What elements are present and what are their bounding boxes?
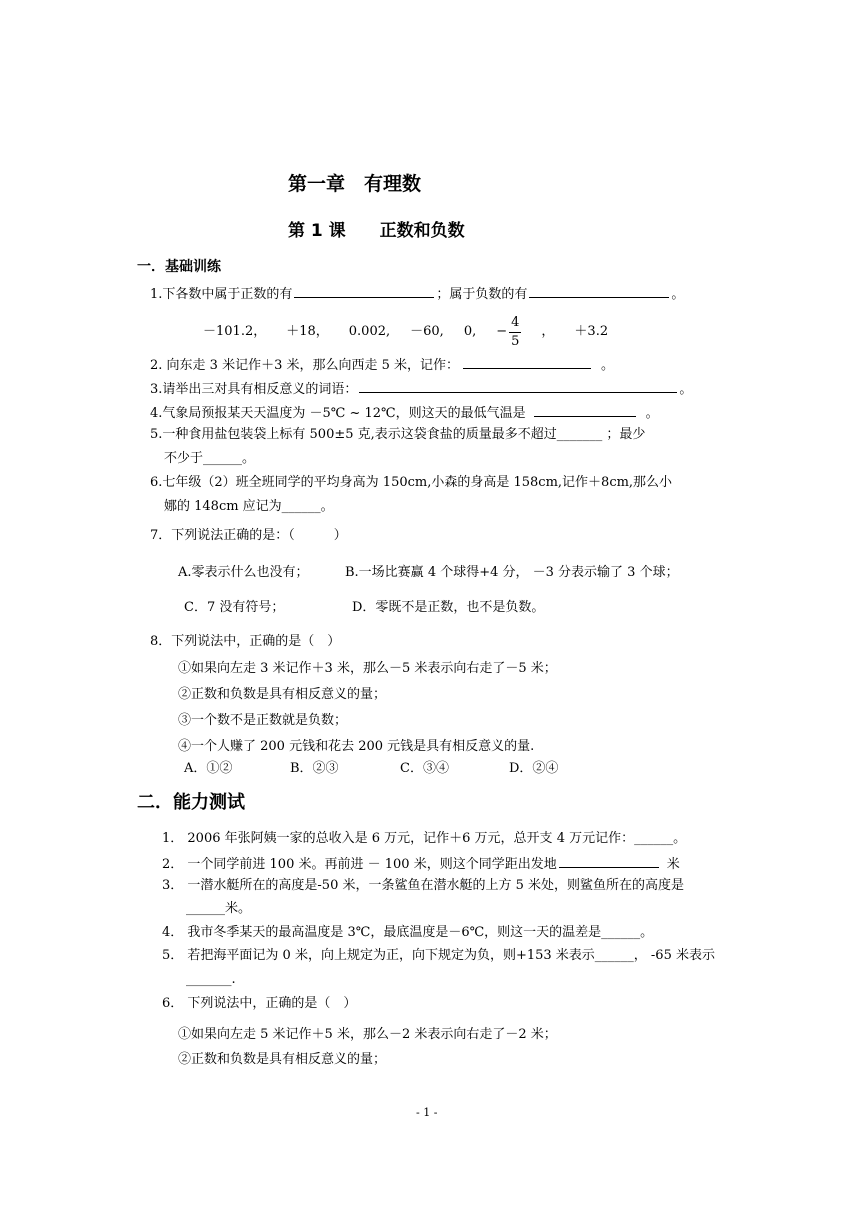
section1-heading: 一．基础训练 bbox=[137, 259, 221, 275]
aq2-blank[interactable] bbox=[559, 853, 659, 868]
aq2-text: 2． 一个同学前进 100 米。再前进 － 100 米，则这个同学距出发地 bbox=[162, 857, 557, 872]
question-7-stem: 7．下列说法正确的是：（ ） bbox=[150, 528, 347, 543]
q2-text: 2. 向东走 3 米记作＋3 米，那么向西走 5 米，记作： bbox=[150, 358, 460, 373]
question-5-line1: 5.一种食用盐包装袋上标有 500±5 克,表示这袋食盐的质量最多不超过_______ ；最少 bbox=[150, 427, 646, 442]
q1-number: ＋18， bbox=[286, 324, 329, 339]
q1-number: －101.2， bbox=[203, 324, 267, 339]
q8-statement-2: ②正数和负数是具有相反意义的量； bbox=[178, 687, 387, 702]
q1-blank-positive[interactable] bbox=[294, 283, 434, 298]
q4-blank[interactable] bbox=[534, 402, 636, 417]
q7-option-d: D．零既不是正数，也不是负数。 bbox=[352, 600, 545, 615]
question-4 bbox=[150, 402, 659, 423]
fraction-numerator: 4 bbox=[509, 314, 521, 333]
q8-choice-d: D．②④ bbox=[509, 761, 559, 776]
aq6-statement-1: ①如果向左走 5 米记作＋5 米，那么－2 米表示向右走了－2 米； bbox=[178, 1027, 557, 1042]
aq2-suffix: 米 bbox=[666, 857, 680, 872]
q1-fraction bbox=[509, 314, 541, 351]
question-3 bbox=[150, 378, 692, 399]
page-number: - 1 - bbox=[416, 1106, 438, 1119]
q7-option-c: C．7 没有符号； bbox=[184, 600, 285, 615]
q2-blank[interactable] bbox=[463, 354, 591, 369]
q3-blank[interactable] bbox=[359, 378, 677, 393]
q8-statement-1: ①如果向左走 3 米记作＋3 米，那么－5 米表示向右走了－5 米； bbox=[178, 661, 557, 676]
q1-prefix: 1.下各数中属于正数的有 bbox=[150, 287, 293, 302]
question-5-line2: 不少于______。 bbox=[164, 451, 256, 466]
q7-option-b: B.一场比赛赢 4 个球得+4 分， －3 分表示输了 3 个球； bbox=[345, 565, 679, 580]
question-2 bbox=[150, 354, 614, 375]
q8-choice-b: B．②③ bbox=[290, 761, 339, 776]
q8-choice-a: A．①② bbox=[184, 761, 233, 776]
q1-number: ＋3.2 bbox=[574, 324, 609, 339]
q1-number-list bbox=[203, 312, 628, 352]
lesson-title: 第 1 课 正数和负数 bbox=[288, 221, 465, 241]
ability-question-1: 1． 2006 年张阿姨一家的总收入是 6 万元，记作＋6 万元，总开支 4 万元记作：______。 bbox=[162, 831, 687, 846]
q4-text: 4.气象局预报某天天温度为 －5℃ ~ 12℃，则这天的最低气温是 bbox=[150, 406, 526, 421]
q3-text: 3.请举出三对具有相反意义的词语： bbox=[150, 382, 358, 397]
q1-comma: ， bbox=[541, 324, 555, 339]
chapter-title: 第一章 有理数 bbox=[288, 173, 422, 195]
ability-question-3-line2: ______米。 bbox=[186, 901, 252, 916]
q1-number: 0, bbox=[463, 324, 477, 339]
ability-question-5-line2: _______. bbox=[186, 972, 236, 987]
q7-option-a: A.零表示什么也没有； bbox=[178, 565, 309, 580]
ability-question-6-stem: 6． 下列说法中，正确的是（ ） bbox=[162, 996, 357, 1011]
q1-suffix: 。 bbox=[671, 287, 685, 302]
ability-question-3-line1: 3． 一潜水艇所在的高度是-50 米，一条鲨鱼在潜水艇的上方 5 米处，则鲨鱼所在的高度是 bbox=[162, 878, 685, 893]
question-1 bbox=[150, 283, 684, 304]
q8-statement-3: ③一个数不是正数就是负数； bbox=[178, 713, 348, 728]
q1-number: －60, bbox=[410, 324, 444, 339]
ability-question-2 bbox=[162, 853, 680, 874]
question-6-line1: 6.七年级（2）班全班同学的平均身高为 150cm,小森的身高是 158cm,记作＋8cm,那么小 bbox=[150, 475, 673, 490]
ability-question-4: 4． 我市冬季某天的最高温度是 3℃，最底温度是－6℃，则这一天的温差是______。 bbox=[162, 925, 654, 940]
q4-suffix: 。 bbox=[645, 406, 659, 421]
q1-middle: ；属于负数的有 bbox=[436, 287, 528, 302]
question-6-line2: 娜的 148cm 应记为______。 bbox=[164, 499, 334, 514]
aq6-statement-2: ②正数和负数是具有相反意义的量； bbox=[178, 1052, 387, 1067]
q8-choice-c: C．③④ bbox=[400, 761, 449, 776]
q8-statement-4: ④一个人赚了 200 元钱和花去 200 元钱是具有相反意义的量. bbox=[178, 739, 535, 754]
question-8-stem: 8．下列说法中，正确的是（ ） bbox=[150, 634, 341, 649]
ability-question-5-line1: 5． 若把海平面记为 0 米，向上规定为正，向下规定为负，则+153 米表示______， -65 米表示 bbox=[162, 948, 715, 963]
section2-heading: 二．能力测试 bbox=[137, 792, 245, 813]
q2-suffix: 。 bbox=[601, 358, 615, 373]
q1-number: 0.002, bbox=[348, 324, 391, 339]
q3-suffix: 。 bbox=[679, 382, 693, 397]
fraction-denominator: 5 bbox=[511, 333, 520, 349]
q1-minus-sign: − bbox=[496, 324, 508, 339]
q1-blank-negative[interactable] bbox=[529, 283, 669, 298]
